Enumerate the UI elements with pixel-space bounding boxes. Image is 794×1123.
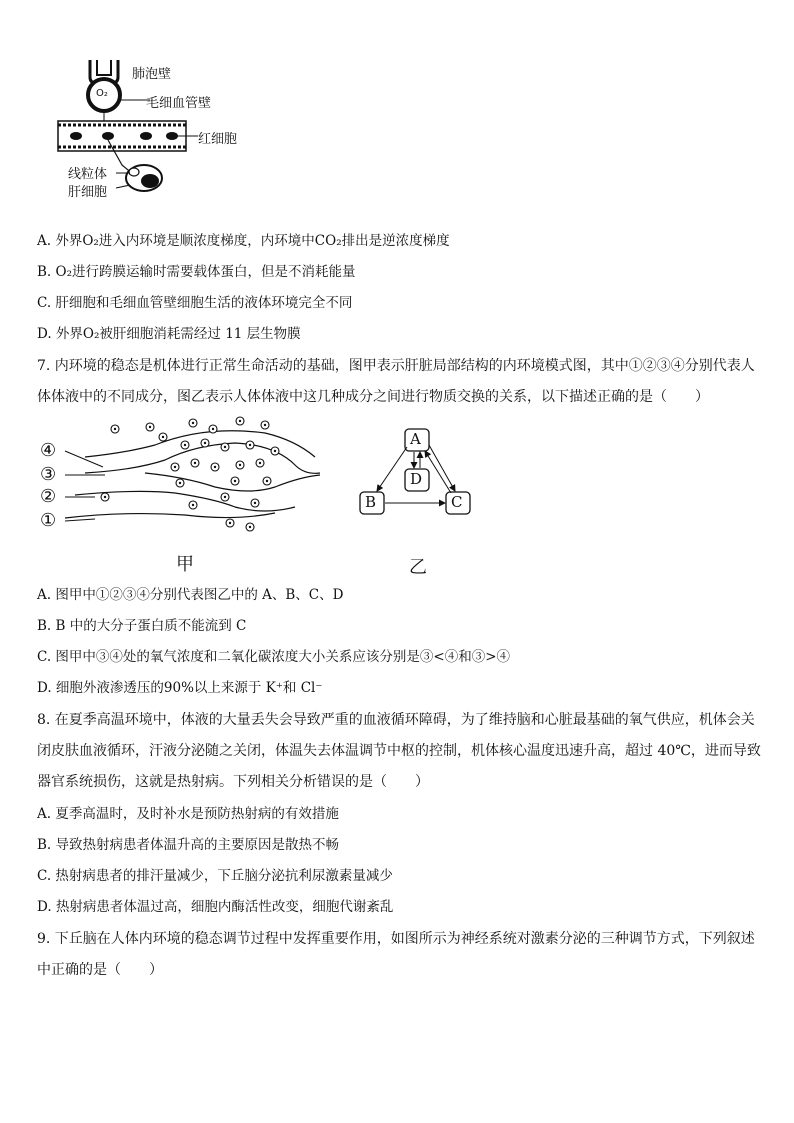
- node-a: A: [410, 430, 421, 448]
- q6-option-d: D. 外界O₂被肝细胞消耗需经过 11 层生物膜: [37, 326, 301, 342]
- q8-option-a: A. 夏季高温时，及时补水是预防热射病的有效措施: [37, 806, 339, 822]
- q7-option-a: A. 图甲中①②③④分别代表图乙中的 A、B、C、D: [37, 587, 344, 603]
- q6-option-b: B. O₂进行跨膜运输时需要载体蛋白，但是不消耗能量: [37, 264, 356, 280]
- marker-2: ②: [40, 486, 57, 507]
- node-b: B: [365, 493, 377, 511]
- q7-stem-line2: 体体液中的不同成分，图乙表示人体体液中这几种成分之间进行物质交换的关系，以下描述正确的是（ ）: [37, 389, 709, 405]
- q9-stem-line2: 中正确的是（ ）: [37, 962, 163, 978]
- q7-stem-line1: 7. 内环境的稳态是机体进行正常生命活动的基础，图甲表示肝脏局部结构的内环境模式图，其中①②③④分别代表人: [37, 358, 755, 374]
- q8-stem-line1: 8. 在夏季高温环境中，体液的大量丢失会导致严重的血液循环障碍，为了维持脑和心脏最基础的氧气供应，机体会关: [37, 712, 755, 728]
- label-red-cell: 红细胞: [198, 132, 238, 147]
- q7-option-c: C. 图甲中③④处的氧气浓度和二氧化碳浓度大小关系应该分别是③<④和③>④: [37, 649, 511, 665]
- q6-option-a: A. 外界O₂进入内环境是顺浓度梯度，内环境中CO₂排出是逆浓度梯度: [37, 233, 450, 249]
- marker-4: ④: [40, 440, 57, 461]
- node-c: C: [451, 493, 463, 511]
- q8-stem-line2: 闭皮肤血液循环，汗液分泌随之关闭，体温失去体温调节中枢的控制，机体核心温度迅速升高，超过 40℃，进而导致: [37, 743, 761, 759]
- label-o2: O₂: [96, 88, 108, 99]
- q8-option-d: D. 热射病患者体温过高，细胞内酶活性改变，细胞代谢紊乱: [37, 899, 394, 915]
- label-alveolar-wall: 肺泡壁: [132, 67, 172, 82]
- q9-stem-line1: 9. 下丘脑在人体内环境的稳态调节过程中发挥重要作用，如图所示为神经系统对激素分泌的三种调节方式，下列叙述: [37, 931, 755, 947]
- q8-stem-line3: 器官系统损伤，这就是热射病。下列相关分析错误的是（ ）: [37, 774, 429, 790]
- node-d: D: [410, 470, 423, 488]
- q6-option-c: C. 肝细胞和毛细血管壁细胞生活的液体环境完全不同: [37, 295, 353, 311]
- q8-option-c: C. 热射病患者的排汗量减少，下丘脑分泌抗利尿激素量减少: [37, 868, 393, 884]
- q8-option-b: B. 导致热射病患者体温升高的主要原因是散热不畅: [37, 837, 340, 853]
- caption-yi: 乙: [409, 557, 427, 578]
- caption-jia: 甲: [176, 554, 194, 575]
- marker-1: ①: [40, 510, 57, 531]
- label-liver-cell: 肝细胞: [68, 185, 108, 200]
- label-mitochondria: 线粒体: [68, 167, 108, 182]
- marker-3: ③: [40, 464, 57, 485]
- figure-jia-tissue-diagram: [35, 415, 335, 540]
- q7-option-d: D. 细胞外液渗透压的90%以上来源于 K⁺和 Cl⁻: [37, 680, 323, 696]
- q7-option-b: B. B 中的大分子蛋白质不能流到 C: [37, 618, 247, 634]
- label-capillary-wall: 毛细血管壁: [146, 96, 212, 111]
